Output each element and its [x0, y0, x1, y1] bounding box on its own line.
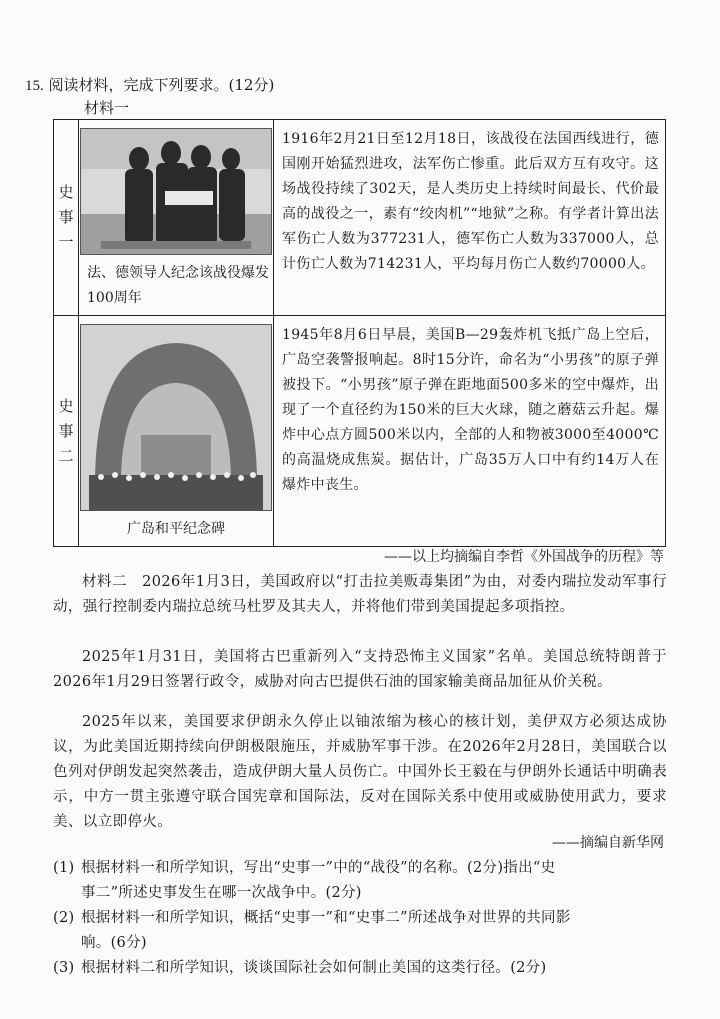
- event-label-1: [54, 120, 79, 316]
- event-row-1: [54, 120, 666, 316]
- material1-source: ——以上均摘编自李哲《外国战争的历程》等: [384, 549, 664, 565]
- event-text-2: 1945年8月6日早晨，美国B—29轰炸机飞抵广岛上空后，广岛空袭警报响起。8时15分许，命名为“小男孩”的原子弹被投下。“小男孩”原子弹在距地面500多米的空中爆炸，出现了一个直径约为150米的巨大火球，随之蘑菇云升起。爆炸中心点方圆500米以内，全部的人和物被3000至4000℃的高温烧成焦炭。据估计，广岛35万人口中有约14万人在爆炸中丧生。: [274, 316, 666, 547]
- task-3-line-1: 根据材料二和所学知识，谈谈国际社会如何制止美国的这类行径。(2分): [81, 960, 547, 976]
- event-row-2: [54, 316, 666, 547]
- memorial-cenotaph-drawing: [81, 325, 271, 510]
- task-2-line-2: 响。(6分): [81, 935, 147, 951]
- task-3: [53, 956, 673, 981]
- photo-caption-2: 广岛和平纪念碑: [127, 521, 225, 537]
- material2-paragraph-3: 2025年以来，美国要求伊朗永久停止以铀浓缩为核心的核计划，美伊双方必须达成协议，为此美国近期持续向伊朗极限施压，并威胁军事干涉。在2026年2月28日，美国联合以色列对伊朗发起突然袭击，造成伊朗大量人员伤亡。中国外长王毅在与伊朗外长通话中明确表示，中方一贯主张遵守联合国宪章和国际法，反对在国际关系中使用或威胁使用武力，要求美、以立即停火。: [53, 714, 667, 830]
- task-2-line-1: 根据材料一和所学知识，概括“史事一”和“史事二”所述战争对世界的共同影: [81, 910, 571, 926]
- commemoration-photo-drawing: [81, 129, 271, 254]
- material2-paragraph-2: 2025年1月31日，美国将古巴重新列入“支持恐怖主义国家”名单。美国总统特朗普于2026年1月29日签署行政令，威胁对向古巴提供石油的国家输美商品加征从价关税。: [53, 649, 667, 690]
- question-prompt: 阅读材料，完成下列要求。(12分): [48, 76, 275, 94]
- event-label-1-char-3: 一: [58, 233, 74, 251]
- event-label-2-char-3: 二: [58, 446, 74, 465]
- material1-title: 材料一: [84, 99, 130, 117]
- event-label-1-char-1: 史: [58, 183, 74, 201]
- event-text-1: 1916年2月21日至12月18日，该战役在法国西线进行，德国刚开始猛烈进攻，法军伤亡惨重。此后双方互有攻守。这场战役持续了302天，是人类历史上持续时间最长、代价最高的战役之一，素有“绞肉机”“地狱”之称。有学者计算出法军伤亡人数为377231人，德军伤亡人数为337000人，总计伤亡人数为714231人，平均每月伤亡人数约70000人。: [274, 120, 666, 316]
- memorial-cenotaph-photo: [80, 324, 272, 511]
- commemoration-photo: [80, 128, 272, 255]
- material2-paragraph-1: 材料二 2026年1月3日，美国政府以“打击拉美贩毒集团”为由，对委内瑞拉发动军事行动，强行控制委内瑞拉总统马杜罗及其夫人，并将他们带到美国提起多项指控。: [53, 574, 667, 615]
- event-label-2: [54, 316, 79, 547]
- event-photo-cell-1: [79, 120, 274, 316]
- task-1-line-1: 根据材料一和所学知识，写出“史事一”中的“战役”的名称。(2分)指出“史: [81, 860, 556, 876]
- task-2: [53, 906, 673, 956]
- task-2-number: (2): [53, 910, 75, 926]
- event-label-2-char-1: 史: [58, 396, 74, 415]
- events-table: [53, 119, 666, 547]
- event-label-2-char-2: 事: [58, 421, 74, 440]
- task-1-number: (1): [53, 860, 75, 876]
- task-1-line-2: 事二”所述史事发生在哪一次战争中。(2分): [81, 885, 362, 901]
- question-header: [25, 74, 274, 95]
- photo-caption-1: 法、德领导人纪念该战役爆发100周年: [87, 265, 269, 306]
- material2-source: ——摘编自新华网: [552, 835, 664, 851]
- event-label-1-char-2: 事: [58, 208, 74, 226]
- event-photo-cell-2: [79, 316, 274, 547]
- task-1: [53, 856, 673, 906]
- question-number: 15.: [25, 78, 44, 94]
- task-3-number: (3): [53, 960, 75, 976]
